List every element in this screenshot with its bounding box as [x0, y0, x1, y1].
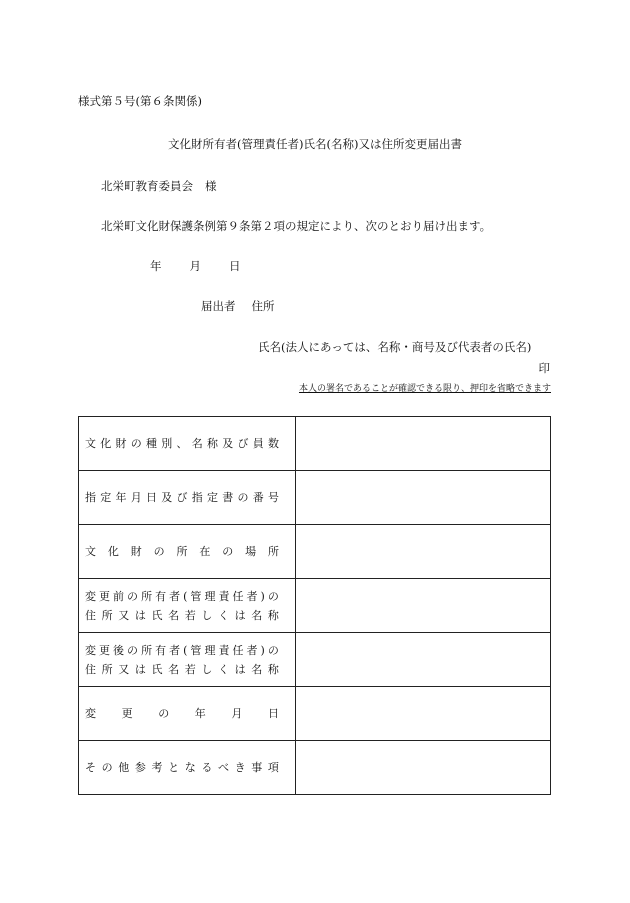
statement-text: 北栄町文化財保護条例第９条第２項の規定により、次のとおり届け出ます。	[101, 219, 492, 233]
applicant-name-label: 氏名(法人にあっては、名称・商号及び代表者の氏名)	[258, 340, 532, 354]
seal-note: 本人の署名であることが確認できる限り、押印を省略できます	[298, 384, 551, 394]
row-label-cell	[79, 579, 296, 633]
row-value-cell[interactable]	[296, 741, 551, 795]
date-line	[150, 258, 241, 274]
row-label-line: そ の 他 参 考 と な る べ き 事 項	[85, 761, 279, 774]
seal-label: 印	[538, 361, 550, 375]
row-value-cell[interactable]	[296, 579, 551, 633]
date-day-label: 日	[229, 259, 241, 273]
row-label-line: 変 更 の 年 月 日	[85, 707, 279, 720]
table-row	[79, 525, 551, 579]
row-label-line: 文 化 財 の 種 別 、 名 称 及 び 員 数	[85, 437, 279, 450]
applicant-label: 届出者	[201, 299, 236, 313]
row-label-cell	[79, 525, 296, 579]
row-value-cell[interactable]	[296, 687, 551, 741]
document-title: 文化財所有者(管理責任者)氏名(名称)又は住所変更届出書	[168, 137, 462, 151]
date-month-label: 月	[189, 259, 201, 273]
row-value-cell[interactable]	[296, 633, 551, 687]
row-label-line: 変 更 後 の 所 有 者 ( 管 理 責 任 者 ) の	[85, 643, 279, 657]
row-label-cell	[79, 741, 296, 795]
row-label-line: 変 更 前 の 所 有 者 ( 管 理 責 任 者 ) の	[85, 589, 279, 603]
date-year-label: 年	[150, 259, 162, 273]
addressee-name: 北栄町教育委員会	[101, 179, 193, 193]
row-value-cell[interactable]	[296, 525, 551, 579]
table-row	[79, 471, 551, 525]
row-label-cell	[79, 633, 296, 687]
row-label-cell	[79, 471, 296, 525]
addressee-honorific: 様	[205, 179, 217, 193]
form-number: 様式第５号(第６条関係)	[78, 94, 202, 108]
row-value-cell[interactable]	[296, 417, 551, 471]
row-label-cell	[79, 687, 296, 741]
table-row	[79, 633, 551, 687]
address-label: 住所	[251, 299, 275, 313]
row-label-line: 文 化 財 の 所 在 の 場 所	[85, 545, 279, 558]
row-value-cell[interactable]	[296, 471, 551, 525]
table-row	[79, 417, 551, 471]
row-label-cell	[79, 417, 296, 471]
addressee	[101, 178, 217, 194]
items-table	[78, 416, 551, 795]
row-label-line: 住 所 又 は 氏 名 若 し く は 名 称	[85, 662, 279, 676]
row-label-line: 指 定 年 月 日 及 び 指 定 書 の 番 号	[85, 491, 279, 504]
row-label-line: 住 所 又 は 氏 名 若 し く は 名 称	[85, 608, 279, 622]
table-row	[79, 687, 551, 741]
table-row	[79, 579, 551, 633]
applicant-address-line	[201, 298, 275, 314]
table-row	[79, 741, 551, 795]
